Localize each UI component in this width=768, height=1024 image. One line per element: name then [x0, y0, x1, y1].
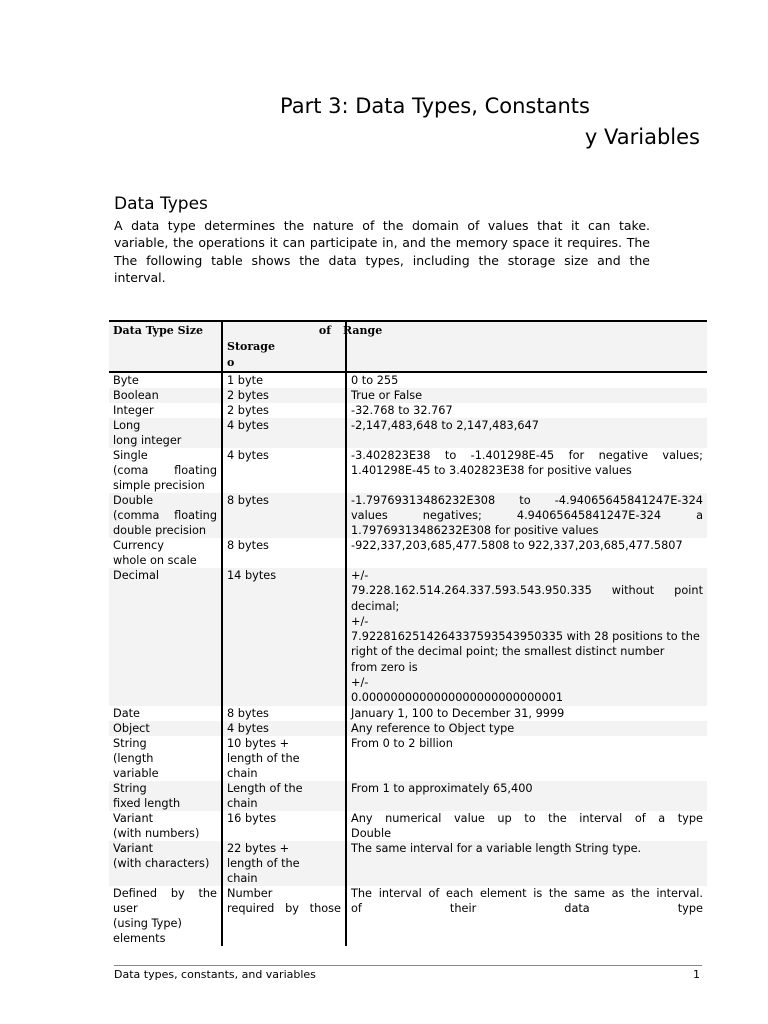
- cell-data-type-line: Byte: [113, 374, 139, 387]
- footer-divider: [114, 965, 702, 966]
- cell-data-type: [109, 372, 222, 388]
- cell-data-type-line: variable: [113, 766, 159, 780]
- cell-storage-size-line: 22 bytes +: [227, 841, 290, 855]
- cell-data-type-line: fixed length: [113, 796, 181, 810]
- cell-storage-size-line: 4 bytes: [227, 419, 269, 432]
- cell-data-type-line: Single: [113, 449, 148, 462]
- cell-data-type-line: Currency: [113, 539, 164, 552]
- cell-data-type-line: Variant: [113, 811, 154, 825]
- table-row: [109, 372, 707, 388]
- cell-range: [346, 388, 707, 403]
- cell-range: [346, 493, 707, 538]
- cell-data-type: [109, 736, 222, 781]
- cell-range: [346, 418, 707, 448]
- cell-range-line: January 1, 100 to December 31, 9999: [351, 706, 565, 720]
- cell-storage-size: [222, 886, 346, 946]
- cell-data-type-line: Variant: [113, 841, 154, 855]
- data-types-table: [109, 320, 707, 946]
- intro-line: variable, the operations it can participate in, and the memory space it requires. The: [114, 235, 650, 251]
- table-row: [109, 706, 707, 721]
- cell-range-line: Any numerical value up to the interval of a type: [351, 811, 703, 825]
- table-row: [109, 568, 707, 706]
- cell-data-type-line: (comma floating: [113, 509, 217, 522]
- cell-data-type-line: Defined by the: [113, 886, 217, 900]
- header-data-type: [109, 321, 222, 372]
- cell-storage-size-line: Length of the: [227, 781, 303, 795]
- cell-range-line: 1.79769313486232E308 for positive values: [351, 524, 599, 537]
- header-col2-top: of: [318, 324, 331, 337]
- table-row: [109, 781, 707, 811]
- cell-data-type-line: Long: [113, 419, 141, 432]
- intro-line: interval.: [114, 269, 166, 285]
- cell-range-line: -1.79769313486232E308 to -4.94065645841247E-324: [351, 494, 703, 507]
- cell-storage-size: [222, 493, 346, 538]
- page-title-line2: y Variables: [584, 125, 700, 149]
- cell-storage-size: [222, 706, 346, 721]
- cell-storage-size: [222, 372, 346, 388]
- section-heading: Data Types: [114, 194, 208, 214]
- cell-storage-size-line: 2 bytes: [227, 389, 269, 402]
- header-range: [343, 321, 707, 372]
- cell-data-type-line: double precision: [113, 524, 207, 537]
- cell-storage-size-line: 16 bytes: [227, 811, 277, 825]
- cell-range-line: 7.9228162514264337593543950335 with 28 positions to the: [351, 630, 700, 644]
- cell-data-type-line: Object: [113, 721, 150, 735]
- cell-storage-size-line: chain: [227, 766, 258, 780]
- cell-storage-size-line: length of the: [227, 751, 300, 765]
- cell-data-type: [109, 538, 222, 568]
- cell-data-type-line: Date: [113, 706, 141, 720]
- cell-range: [346, 736, 707, 781]
- cell-storage-size-line: required by those: [227, 901, 341, 915]
- cell-storage-size-line: chain: [227, 796, 258, 810]
- cell-range-line: -2,147,483,648 to 2,147,483,647: [351, 419, 539, 432]
- cell-data-type: [109, 886, 222, 946]
- cell-range: [346, 372, 707, 388]
- cell-range-line: of their data type: [351, 901, 703, 915]
- cell-range-line: The interval of each element is the same as the interval.: [351, 886, 703, 900]
- intro-line: The following table shows the data types, including the storage size and the: [114, 252, 650, 268]
- header-col1-text: Data Type Size: [113, 324, 203, 337]
- cell-storage-size: [222, 388, 346, 403]
- cell-range-line: 0 to 255: [351, 374, 399, 387]
- table-header-row: [109, 321, 707, 372]
- cell-storage-size: [222, 781, 346, 811]
- table-row: [109, 811, 707, 841]
- cell-data-type: [109, 403, 222, 418]
- cell-range-line: True or False: [351, 389, 423, 402]
- cell-storage-size-line: Number: [227, 886, 273, 900]
- cell-range: [346, 811, 707, 841]
- table-row: [109, 418, 707, 448]
- cell-storage-size: [222, 418, 346, 448]
- table-row: [109, 388, 707, 403]
- page-number: 1: [693, 968, 700, 981]
- page-title-line1: Part 3: Data Types, Constants: [280, 94, 590, 118]
- table-row: [109, 448, 707, 493]
- header-col2-mid: Storage: [227, 340, 275, 353]
- cell-data-type-line: Double: [113, 494, 154, 507]
- cell-storage-size-line: 8 bytes: [227, 494, 269, 507]
- cell-data-type: [109, 811, 222, 841]
- cell-range-line: -32.768 to 32.767: [351, 404, 453, 417]
- table-row: [109, 403, 707, 418]
- table-row: [109, 493, 707, 538]
- cell-storage-size: [222, 448, 346, 493]
- cell-storage-size: [222, 538, 346, 568]
- cell-range-line: -922,337,203,685,477.5808 to 922,337,203,685,477.5807: [351, 539, 683, 552]
- cell-range-line: decimal;: [351, 599, 400, 613]
- cell-storage-size-line: 14 bytes: [227, 569, 277, 582]
- cell-range: [346, 538, 707, 568]
- cell-storage-size: [222, 736, 346, 781]
- header-storage: [222, 321, 346, 372]
- cell-range: [346, 721, 707, 736]
- table-row: [109, 736, 707, 781]
- cell-range: [346, 403, 707, 418]
- intro-paragraph: [114, 217, 650, 286]
- cell-data-type-line: (length: [113, 751, 154, 765]
- cell-data-type: [109, 568, 222, 706]
- cell-storage-size-line: 1 byte: [227, 374, 264, 387]
- cell-range-line: Any reference to Object type: [351, 721, 515, 735]
- cell-data-type: [109, 841, 222, 886]
- cell-data-type: [109, 706, 222, 721]
- cell-range: [346, 706, 707, 721]
- cell-data-type-line: (with characters): [113, 856, 210, 870]
- cell-range-line: 1.401298E-45 to 3.402823E38 for positive values: [351, 464, 632, 477]
- cell-storage-size: [222, 568, 346, 706]
- cell-data-type-line: String: [113, 781, 147, 795]
- cell-data-type-line: (coma floating: [113, 464, 217, 477]
- cell-storage-size-line: 4 bytes: [227, 721, 269, 735]
- cell-storage-size: [222, 841, 346, 886]
- cell-range-line: +/-: [351, 676, 369, 690]
- cell-data-type-line: whole on scale: [113, 554, 197, 567]
- footer-text: Data types, constants, and variables: [114, 968, 316, 981]
- cell-range-line: +/-: [351, 569, 369, 582]
- cell-storage-size-line: 8 bytes: [227, 706, 269, 720]
- cell-range: [346, 841, 707, 886]
- header-col2-bottom: o: [227, 356, 235, 369]
- cell-range-line: Double: [351, 826, 392, 840]
- cell-range-line: values negatives; 4.94065645841247E-324 a: [351, 509, 703, 522]
- header-col3-text: Range: [343, 324, 383, 337]
- cell-range-line: 79.228.162.514.264.337.593.543.950.335 without point: [351, 584, 703, 598]
- cell-data-type-line: Integer: [113, 404, 154, 417]
- cell-data-type-line: Boolean: [113, 389, 159, 402]
- table-row: [109, 886, 707, 946]
- cell-storage-size: [222, 811, 346, 841]
- cell-range-line: From 0 to 2 billion: [351, 736, 453, 750]
- cell-range-line: from zero is: [351, 660, 418, 674]
- cell-range-line: From 1 to approximately 65,400: [351, 781, 533, 795]
- cell-data-type-line: (using Type) elements: [113, 916, 182, 945]
- cell-data-type: [109, 418, 222, 448]
- table-row: [109, 841, 707, 886]
- cell-data-type: [109, 721, 222, 736]
- cell-range-line: +/-: [351, 614, 369, 628]
- cell-storage-size-line: 8 bytes: [227, 539, 269, 552]
- cell-range: [346, 781, 707, 811]
- cell-storage-size-line: 4 bytes: [227, 449, 269, 462]
- cell-data-type-line: user: [113, 901, 138, 915]
- cell-data-type: [109, 448, 222, 493]
- cell-data-type-line: long integer: [113, 434, 182, 447]
- cell-range-line: 0.0000000000000000000000000001: [351, 691, 564, 705]
- cell-storage-size: [222, 403, 346, 418]
- cell-storage-size-line: length of the: [227, 856, 300, 870]
- cell-range: [346, 448, 707, 493]
- cell-data-type-line: Decimal: [113, 569, 160, 582]
- table-row: [109, 721, 707, 736]
- cell-range-line: right of the decimal point; the smallest distinct number: [351, 645, 665, 659]
- cell-data-type: [109, 781, 222, 811]
- cell-storage-size: [222, 721, 346, 736]
- cell-data-type-line: simple precision: [113, 479, 205, 492]
- table-row: [109, 538, 707, 568]
- cell-range-line: -3.402823E38 to -1.401298E-45 for negative values;: [351, 449, 703, 462]
- cell-storage-size-line: 2 bytes: [227, 404, 269, 417]
- cell-range-line: The same interval for a variable length String type.: [351, 841, 642, 855]
- cell-storage-size-line: chain: [227, 871, 258, 885]
- cell-range: [346, 886, 707, 946]
- cell-range: [346, 568, 707, 706]
- cell-data-type: [109, 388, 222, 403]
- intro-line: A data type determines the nature of the domain of values that it can take.: [114, 218, 650, 233]
- cell-data-type-line: String: [113, 736, 147, 750]
- cell-data-type: [109, 493, 222, 538]
- cell-data-type-line: (with numbers): [113, 826, 200, 840]
- cell-storage-size-line: 10 bytes +: [227, 736, 290, 750]
